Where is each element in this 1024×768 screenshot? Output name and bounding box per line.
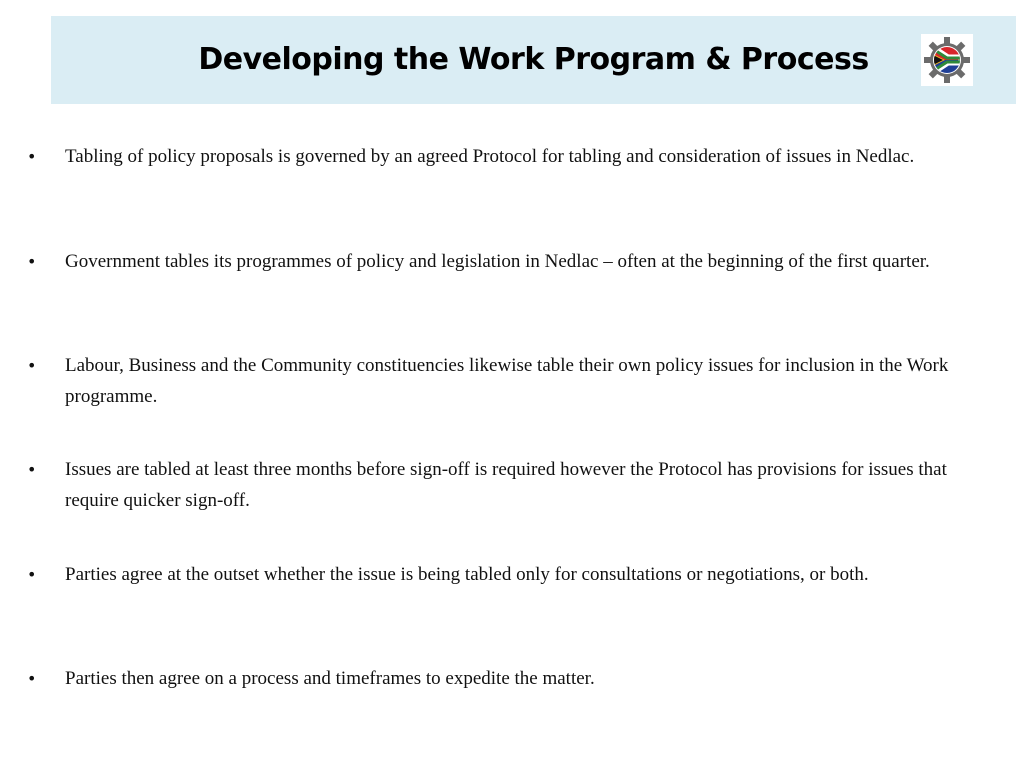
bullet-item [27,559,1000,590]
bullet-dot-icon: • [27,147,37,166]
bullet-text: Issues are tabled at least three months before sign-off is required however the Protocol has provisions for issues that require quicker sign-off. [65,459,947,511]
bullet-item [27,350,1000,412]
bullet-dot-icon: • [27,252,37,271]
bullet-item [27,246,1000,277]
bullet-item [27,663,1000,694]
bullet-text: Government tables its programmes of policy and legislation in Nedlac – often at the beginning of the first quarter. [65,251,930,272]
bullet-text: Parties then agree on a process and timeframes to expedite the matter. [65,668,595,689]
bullet-dot-icon: • [27,356,37,375]
bullet-text: Parties agree at the outset whether the issue is being tabled only for consultations or negotiations, or both. [65,564,869,585]
bullet-item [27,141,1000,172]
bullet-dot-icon: • [27,460,37,479]
bullet-text: Tabling of policy proposals is governed by an agreed Protocol for tabling and consideration of issues in Nedlac. [65,146,915,167]
bullet-text: Labour, Business and the Community constituencies likewise table their own policy issues for inclusion in the Work programme. [65,355,949,407]
bullet-dot-icon: • [27,565,37,584]
bullet-dot-icon: • [27,669,37,688]
slide-title: Developing the Work Program & Process [198,42,869,77]
bullet-item [27,454,1000,516]
